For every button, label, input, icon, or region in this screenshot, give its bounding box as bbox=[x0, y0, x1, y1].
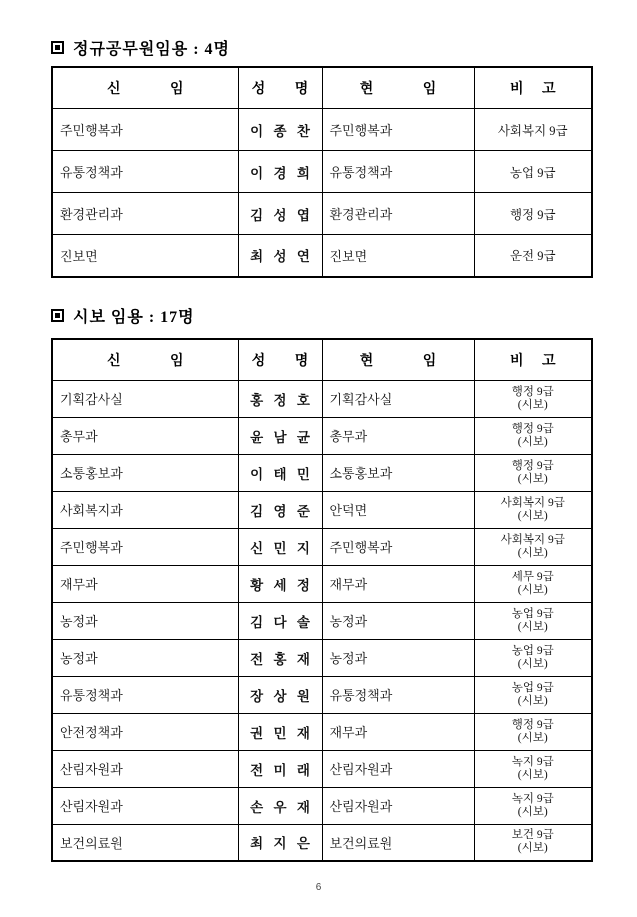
square-bullet-icon bbox=[51, 41, 64, 54]
note-probation: (시보) bbox=[517, 546, 548, 559]
cell-new-post: 사회복지과 bbox=[52, 491, 238, 528]
cell-name: 장 상 원 bbox=[238, 676, 322, 713]
square-bullet-inner bbox=[55, 45, 60, 50]
note-grade: 보건 9급 bbox=[511, 829, 554, 842]
table-row bbox=[52, 417, 592, 454]
cell-name: 김 다 솔 bbox=[238, 602, 322, 639]
cell-new-post: 환경관리과 bbox=[52, 193, 238, 235]
table-row bbox=[52, 491, 592, 528]
cell-new-post: 유통정책과 bbox=[52, 151, 238, 193]
note-grade: 사회복지 9급 bbox=[500, 496, 565, 509]
cell-current-post: 유통정책과 bbox=[322, 676, 474, 713]
section-title-text: 정규공무원임용 : 4명 bbox=[73, 41, 230, 58]
cell-name: 손 우 재 bbox=[238, 787, 322, 824]
cell-current-post: 농정과 bbox=[322, 639, 474, 676]
cell-note bbox=[474, 713, 592, 750]
cell-note bbox=[474, 639, 592, 676]
cell-name: 이 태 민 bbox=[238, 454, 322, 491]
cell-name: 이 종 찬 bbox=[238, 109, 322, 151]
cell-current-post: 산림자원과 bbox=[322, 750, 474, 787]
cell-current-post: 총무과 bbox=[322, 417, 474, 454]
column-header-current-post: 현 임 bbox=[322, 339, 474, 381]
note-probation: (시보) bbox=[517, 805, 548, 818]
square-bullet-inner bbox=[55, 313, 60, 318]
cell-note: 행정 9급 bbox=[474, 193, 592, 235]
column-header-new-post: 신 임 bbox=[52, 67, 238, 109]
cell-name: 김 성 엽 bbox=[238, 193, 322, 235]
cell-current-post: 주민행복과 bbox=[322, 109, 474, 151]
table-row bbox=[52, 676, 592, 713]
note-grade: 농업 9급 bbox=[511, 681, 554, 694]
note-grade: 농업 9급 bbox=[511, 644, 554, 657]
column-header-current-post: 현 임 bbox=[322, 67, 474, 109]
note-grade: 행정 9급 bbox=[511, 385, 554, 398]
cell-note bbox=[474, 565, 592, 602]
page-number: 6 bbox=[315, 882, 322, 893]
cell-current-post: 재무과 bbox=[322, 713, 474, 750]
cell-new-post: 소통홍보과 bbox=[52, 454, 238, 491]
table-row bbox=[52, 750, 592, 787]
cell-note: 농업 9급 bbox=[474, 151, 592, 193]
cell-name: 이 경 희 bbox=[238, 151, 322, 193]
cell-name: 최 지 은 bbox=[238, 824, 322, 861]
column-header-name: 성 명 bbox=[238, 67, 322, 109]
table-row bbox=[52, 235, 592, 277]
cell-name: 권 민 재 bbox=[238, 713, 322, 750]
table-row bbox=[52, 454, 592, 491]
cell-current-post: 산림자원과 bbox=[322, 787, 474, 824]
note-grade: 행정 9급 bbox=[511, 459, 554, 472]
cell-new-post: 농정과 bbox=[52, 602, 238, 639]
table-header-row bbox=[52, 339, 592, 381]
table-row bbox=[52, 639, 592, 676]
cell-name: 전 홍 재 bbox=[238, 639, 322, 676]
table-row bbox=[52, 151, 592, 193]
cell-current-post: 주민행복과 bbox=[322, 528, 474, 565]
table-header-row bbox=[52, 67, 592, 109]
table-row bbox=[52, 787, 592, 824]
probation-appointments-table bbox=[51, 338, 593, 863]
note-probation: (시보) bbox=[517, 694, 548, 707]
cell-new-post: 농정과 bbox=[52, 639, 238, 676]
cell-new-post: 산림자원과 bbox=[52, 787, 238, 824]
note-probation: (시보) bbox=[517, 509, 548, 522]
cell-current-post: 재무과 bbox=[322, 565, 474, 602]
cell-name: 최 성 연 bbox=[238, 235, 322, 277]
column-header-name: 성 명 bbox=[238, 339, 322, 381]
cell-note bbox=[474, 491, 592, 528]
table-row bbox=[52, 824, 592, 861]
cell-name: 신 민 지 bbox=[238, 528, 322, 565]
square-bullet-icon bbox=[51, 309, 64, 322]
table-row bbox=[52, 109, 592, 151]
cell-note bbox=[474, 824, 592, 861]
cell-name: 김 영 준 bbox=[238, 491, 322, 528]
cell-current-post: 기획감사실 bbox=[322, 380, 474, 417]
cell-new-post: 주민행복과 bbox=[52, 109, 238, 151]
column-header-note: 비 고 bbox=[474, 67, 592, 109]
cell-name: 홍 정 호 bbox=[238, 380, 322, 417]
regular-appointments-table bbox=[51, 66, 593, 278]
column-header-note: 비 고 bbox=[474, 339, 592, 381]
note-probation: (시보) bbox=[517, 472, 548, 485]
cell-note bbox=[474, 676, 592, 713]
cell-name: 황 세 정 bbox=[238, 565, 322, 602]
table-row bbox=[52, 380, 592, 417]
table-row bbox=[52, 193, 592, 235]
cell-note bbox=[474, 528, 592, 565]
note-grade: 행정 9급 bbox=[511, 422, 554, 435]
cell-name: 전 미 래 bbox=[238, 750, 322, 787]
section-title-text: 시보 임용 : 17명 bbox=[73, 308, 195, 326]
note-probation: (시보) bbox=[517, 398, 548, 411]
table-row bbox=[52, 602, 592, 639]
note-probation: (시보) bbox=[517, 583, 548, 596]
note-probation: (시보) bbox=[517, 657, 548, 670]
cell-current-post: 유통정책과 bbox=[322, 151, 474, 193]
cell-new-post: 총무과 bbox=[52, 417, 238, 454]
cell-new-post: 유통정책과 bbox=[52, 676, 238, 713]
cell-note bbox=[474, 454, 592, 491]
cell-note bbox=[474, 750, 592, 787]
cell-note: 운전 9급 bbox=[474, 235, 592, 277]
cell-note bbox=[474, 380, 592, 417]
cell-new-post: 재무과 bbox=[52, 565, 238, 602]
table-row bbox=[52, 528, 592, 565]
note-grade: 사회복지 9급 bbox=[500, 533, 565, 546]
cell-current-post: 농정과 bbox=[322, 602, 474, 639]
cell-new-post: 주민행복과 bbox=[52, 528, 238, 565]
cell-note bbox=[474, 602, 592, 639]
table-row bbox=[52, 713, 592, 750]
note-grade: 세무 9급 bbox=[511, 570, 554, 583]
note-probation: (시보) bbox=[517, 842, 548, 855]
note-grade: 행정 9급 bbox=[511, 718, 554, 731]
cell-new-post: 보건의료원 bbox=[52, 824, 238, 861]
note-probation: (시보) bbox=[517, 620, 548, 633]
column-header-new-post: 신 임 bbox=[52, 339, 238, 381]
section-title-probation bbox=[51, 304, 590, 327]
note-probation: (시보) bbox=[517, 768, 548, 781]
cell-new-post: 산림자원과 bbox=[52, 750, 238, 787]
cell-note bbox=[474, 787, 592, 824]
section-title-regular bbox=[51, 36, 590, 59]
note-grade: 녹지 9급 bbox=[511, 792, 554, 805]
table-row bbox=[52, 565, 592, 602]
note-probation: (시보) bbox=[517, 435, 548, 448]
cell-new-post: 안전정책과 bbox=[52, 713, 238, 750]
note-grade: 농업 9급 bbox=[511, 607, 554, 620]
cell-current-post: 진보면 bbox=[322, 235, 474, 277]
cell-name: 윤 남 균 bbox=[238, 417, 322, 454]
cell-note: 사회복지 9급 bbox=[474, 109, 592, 151]
cell-current-post: 환경관리과 bbox=[322, 193, 474, 235]
cell-current-post: 안덕면 bbox=[322, 491, 474, 528]
cell-new-post: 기획감사실 bbox=[52, 380, 238, 417]
cell-current-post: 보건의료원 bbox=[322, 824, 474, 861]
cell-note bbox=[474, 417, 592, 454]
cell-current-post: 소통홍보과 bbox=[322, 454, 474, 491]
cell-new-post: 진보면 bbox=[52, 235, 238, 277]
note-probation: (시보) bbox=[517, 731, 548, 744]
note-grade: 녹지 9급 bbox=[511, 755, 554, 768]
